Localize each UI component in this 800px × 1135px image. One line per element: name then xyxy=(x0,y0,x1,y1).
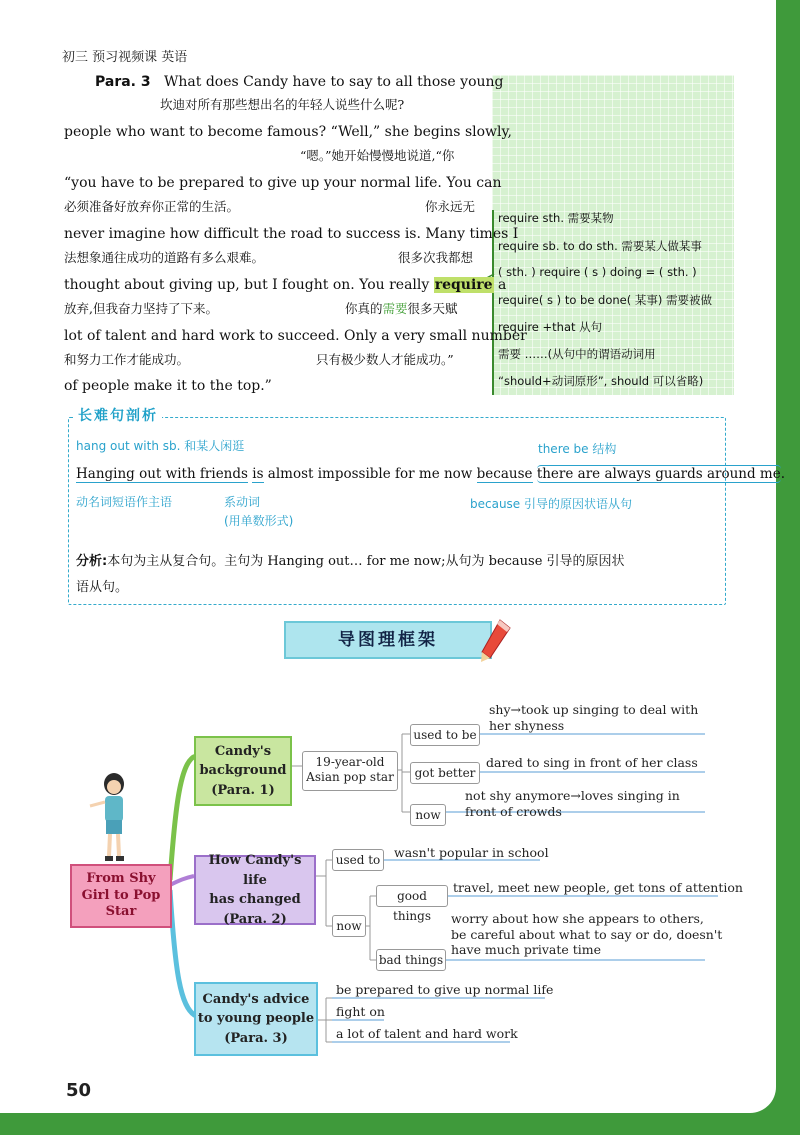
vocabulary-notes xyxy=(492,210,736,395)
label-good-things: good things xyxy=(376,885,448,907)
passage-line-3: never imagine how difficult the road to success is. Many times I xyxy=(64,226,519,242)
mindmap-text: travel, meet new people, get tons of attention xyxy=(453,880,743,895)
label-used-to-be: used to be xyxy=(410,724,480,746)
passage-translation: 放弃,但我奋力坚持了下来。 xyxy=(64,301,218,316)
note-line: “should+动词原形”, should 可以省略) xyxy=(498,374,704,388)
analysis-label: 动名词短语作主语 xyxy=(76,495,173,509)
branch-advice: Candy's advice to young people (Para. 3) xyxy=(194,982,318,1056)
passage-line-5: lot of talent and hard work to succeed. Only a very small number xyxy=(64,328,527,344)
mindmap-root: From Shy Girl to Pop Star xyxy=(70,864,172,928)
girl-figure-icon xyxy=(86,772,134,864)
passage-translation: 你永远无 xyxy=(425,199,476,214)
note-line: ( sth. ) require ( s ) doing = ( sth. ) xyxy=(498,265,697,279)
page-header: 初三 预习视频课 英语 xyxy=(62,50,188,65)
mindmap-text: a lot of talent and hard work xyxy=(336,1026,518,1041)
passage-line-4: thought about giving up, but I fought on. You really require a xyxy=(64,277,507,293)
mindmap-text: wasn't popular in school xyxy=(394,845,549,860)
analysis-label: 系动词 xyxy=(224,495,261,509)
analysis-sentence: Hanging out with friends is almost impossible for me now because there are always guards around me. xyxy=(76,466,785,482)
passage-line-0: Para. 3 What does Candy have to say to all those young xyxy=(95,74,504,90)
analysis-note: there be 结构 xyxy=(538,442,617,456)
passage-line-1: people who want to become famous? “Well,” she begins slowly, xyxy=(64,124,512,140)
passage-translation: 坎迪对所有那些想出名的年轻人说些什么呢? xyxy=(160,97,405,112)
mindmap-text: dared to sing in front of her class xyxy=(486,755,698,770)
pencil-icon xyxy=(478,618,512,664)
passage-translation: “嗯。”她开始慢慢地说道,“你 xyxy=(300,148,455,163)
analysis-note: hang out with sb. 和某人闲逛 xyxy=(76,439,245,453)
mindmap-text: worry about how she appears to others, be careful about what to say or do, doesn't have much private time xyxy=(451,911,723,958)
analysis-explain: 语从句。 xyxy=(76,580,129,595)
mindmap-text: shy→took up singing to deal with her shyness xyxy=(489,702,699,733)
note-line: require +that 从句 xyxy=(498,320,603,334)
branch-background: Candy's background (Para. 1) xyxy=(194,736,292,806)
passage-translation: 你真的需要很多天赋 xyxy=(345,301,458,316)
analysis-label: because 引导的原因状语从句 xyxy=(470,497,633,511)
passage-line-6: of people make it to the top.” xyxy=(64,378,272,394)
para-label: Para. 3 xyxy=(95,74,151,90)
branch-life-changed: How Candy's life has changed (Para. 2) xyxy=(194,855,316,925)
label-now-2: now xyxy=(332,915,366,937)
section-banner: 导图理框架 xyxy=(284,621,492,659)
passage-translation: 和努力工作才能成功。 xyxy=(64,352,190,367)
label-bad-things: bad things xyxy=(376,949,446,971)
note-line: 需要 ……(从句中的谓语动词用 xyxy=(498,347,656,361)
page-number: 50 xyxy=(66,1080,92,1101)
mindmap-text: not shy anymore→loves singing in front of crowds xyxy=(465,788,680,819)
mindmap-text: fight on xyxy=(336,1004,385,1019)
passage-translation: 必须准备好放弃你正常的生活。 xyxy=(64,199,240,214)
highlight-require: require xyxy=(434,277,493,293)
passage-translation: 法想象通往成功的道路有多么艰难。 xyxy=(64,250,265,265)
label-got-better: got better xyxy=(410,762,480,784)
analysis-title: 长难句剖析 xyxy=(74,405,162,425)
passage-translation: 很多次我都想 xyxy=(398,250,474,265)
passage-translation: 只有极少数人才能成功。” xyxy=(316,352,454,367)
analysis-explain: 分析:本句为主从复合句。主句为 Hanging out… for me now;从句为 because 引导的原因状 xyxy=(76,554,625,569)
mindmap-text: be prepared to give up normal life xyxy=(336,982,554,997)
note-line: require sb. to do sth. 需要某人做某事 xyxy=(498,239,702,253)
note-line: require sth. 需要某物 xyxy=(498,211,614,225)
label-used-to: used to xyxy=(332,849,384,871)
label-now: now xyxy=(410,804,446,826)
age-box: 19-year-old Asian pop star xyxy=(302,751,398,791)
note-line: require( s ) to be done( 某事) 需要被做 xyxy=(498,293,713,307)
analysis-label: (用单数形式) xyxy=(224,514,294,528)
highlight-require-cn: 需要 xyxy=(382,301,408,316)
passage-line-2: “you have to be prepared to give up your normal life. You can xyxy=(64,175,502,191)
